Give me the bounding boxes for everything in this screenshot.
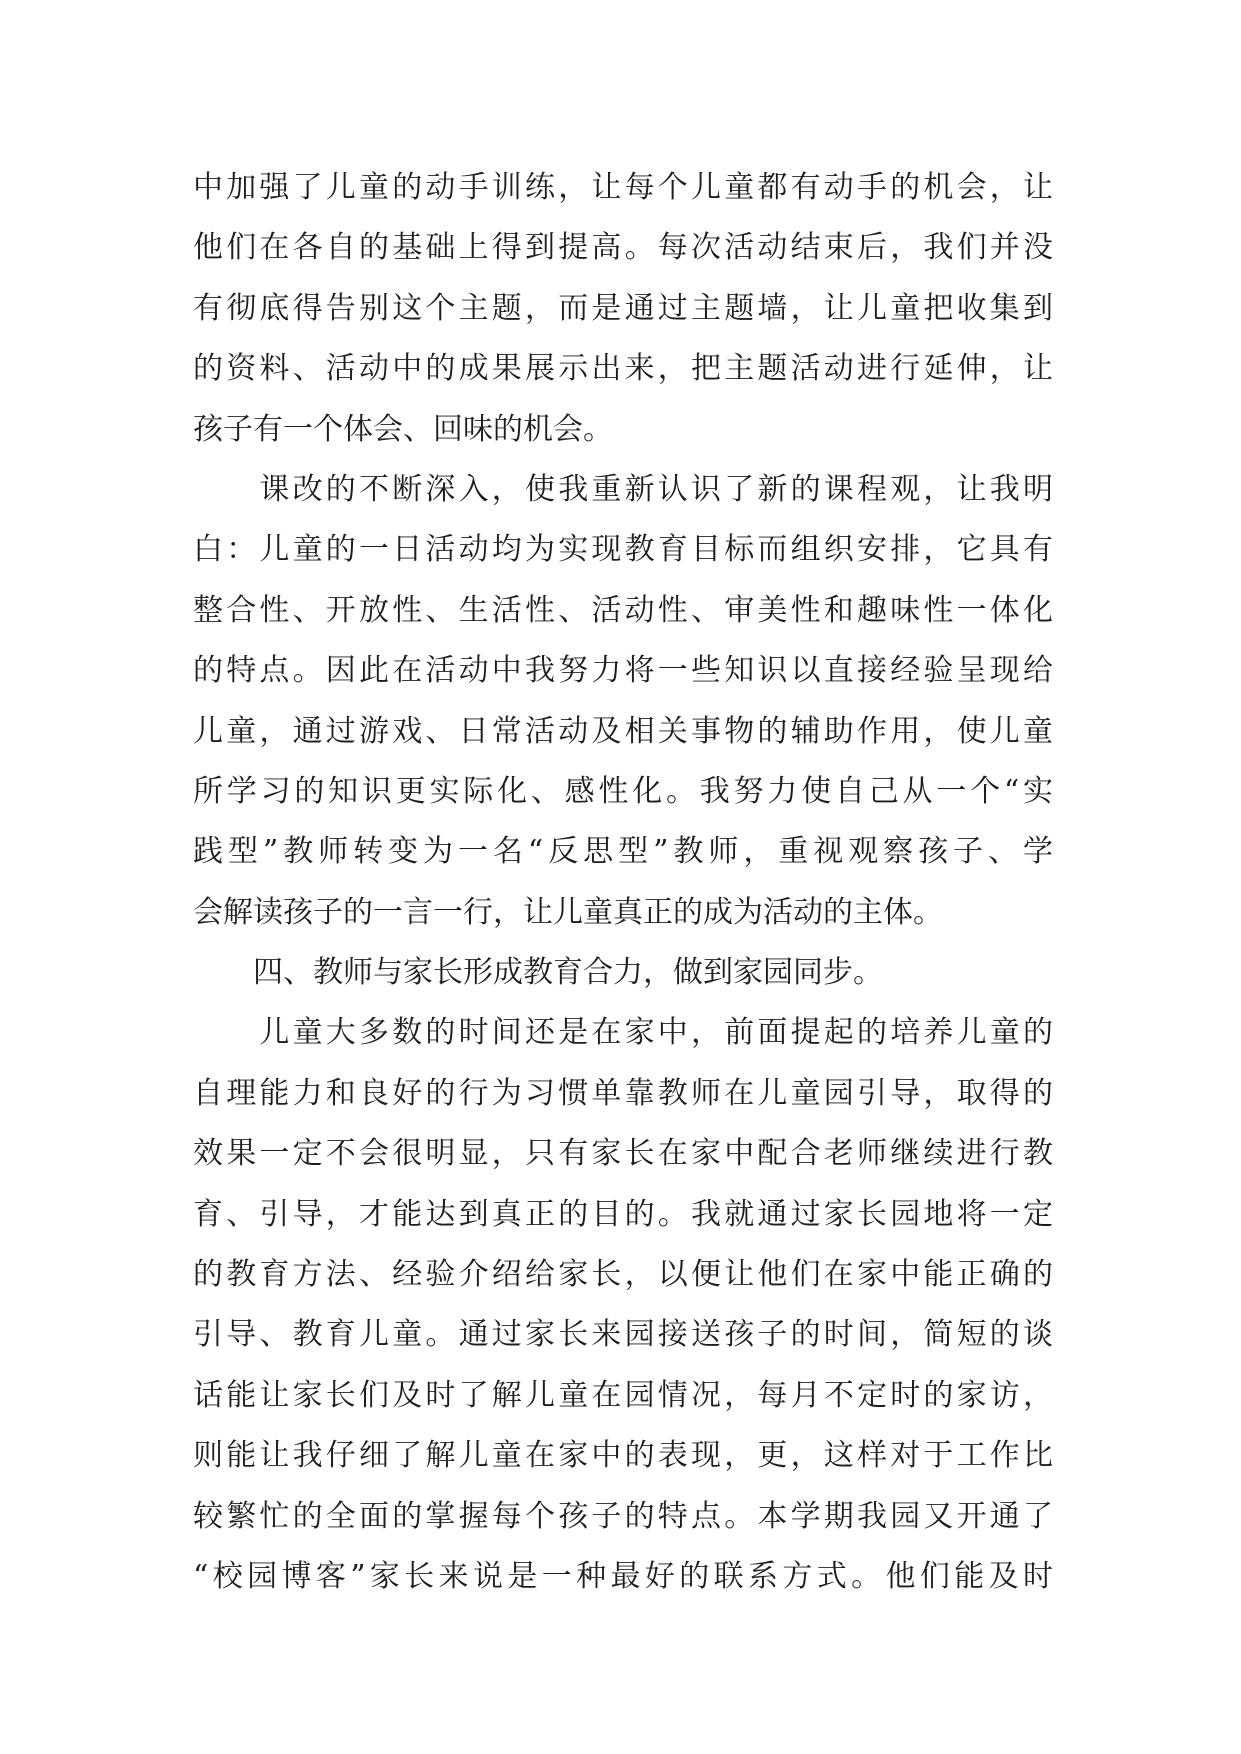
text-line: 引导、教育儿童。通过家长来园接送孩子的时间，简短的谈: [193, 1317, 1053, 1353]
text-line: 较繁忙的全面的掌握每个孩子的特点。本学期我园又开通了: [193, 1498, 1053, 1534]
text-line: 整合性、开放性、生活性、活动性、审美性和趣味性一体化: [193, 592, 1053, 628]
text-line: 孩子有一个体会、回味的机会。: [193, 411, 613, 447]
text-line: 课改的不断深入，使我重新认识了新的课程观，让我明: [193, 471, 1053, 507]
text-line: 效果一定不会很明显，只有家长在家中配合老师继续进行教: [193, 1136, 1053, 1172]
text-line: 有彻底得告别这个主题，而是通过主题墙，让儿童把收集到: [193, 290, 1053, 326]
text-line: 会解读孩子的一言一行，让儿童真正的成为活动的主体。: [193, 894, 943, 930]
text-line: 儿童大多数的时间还是在家中，前面提起的培养儿童的: [193, 1015, 1053, 1051]
text-line: 所学习的知识更实际化、感性化。我努力使自己从一个“实: [193, 773, 1053, 809]
text-line: 他们在各自的基础上得到提高。每次活动结束后，我们并没: [193, 230, 1053, 266]
text-line: 儿童，通过游戏、日常活动及相关事物的辅助作用，使儿童: [193, 713, 1053, 749]
text-line: 践型”教师转变为一名“反思型”教师，重视观察孩子、学: [193, 834, 1053, 870]
text-line: 的教育方法、经验介绍给家长，以便让他们在家中能正确的: [193, 1257, 1053, 1293]
text-line: 中加强了儿童的动手训练，让每个儿童都有动手的机会，让: [193, 170, 1053, 205]
text-line: 育、引导，才能达到真正的目的。我就通过家长园地将一定: [193, 1196, 1053, 1232]
document-page: [193, 158, 1053, 1607]
text-line: 的特点。因此在活动中我努力将一些知识以直接经验呈现给: [193, 653, 1053, 689]
text-line: 白：儿童的一日活动均为实现教育目标而组织安排，它具有: [193, 532, 1053, 568]
text-line: 四、教师与家长形成教育合力，做到家园同步。: [193, 955, 883, 991]
text-line: 则能让我仔细了解儿童在家中的表现，更，这样对于工作比: [193, 1438, 1053, 1474]
text-line: “校园博客”家长来说是一种最好的联系方式。他们能及时: [193, 1558, 1053, 1594]
text-line: 话能让家长们及时了解儿童在园情况，每月不定时的家访，: [193, 1377, 1053, 1413]
text-line: 自理能力和良好的行为习惯单靠教师在儿童园引导，取得的: [193, 1075, 1053, 1111]
text-line: 的资料、活动中的成果展示出来，把主题活动进行延伸，让: [193, 351, 1053, 387]
